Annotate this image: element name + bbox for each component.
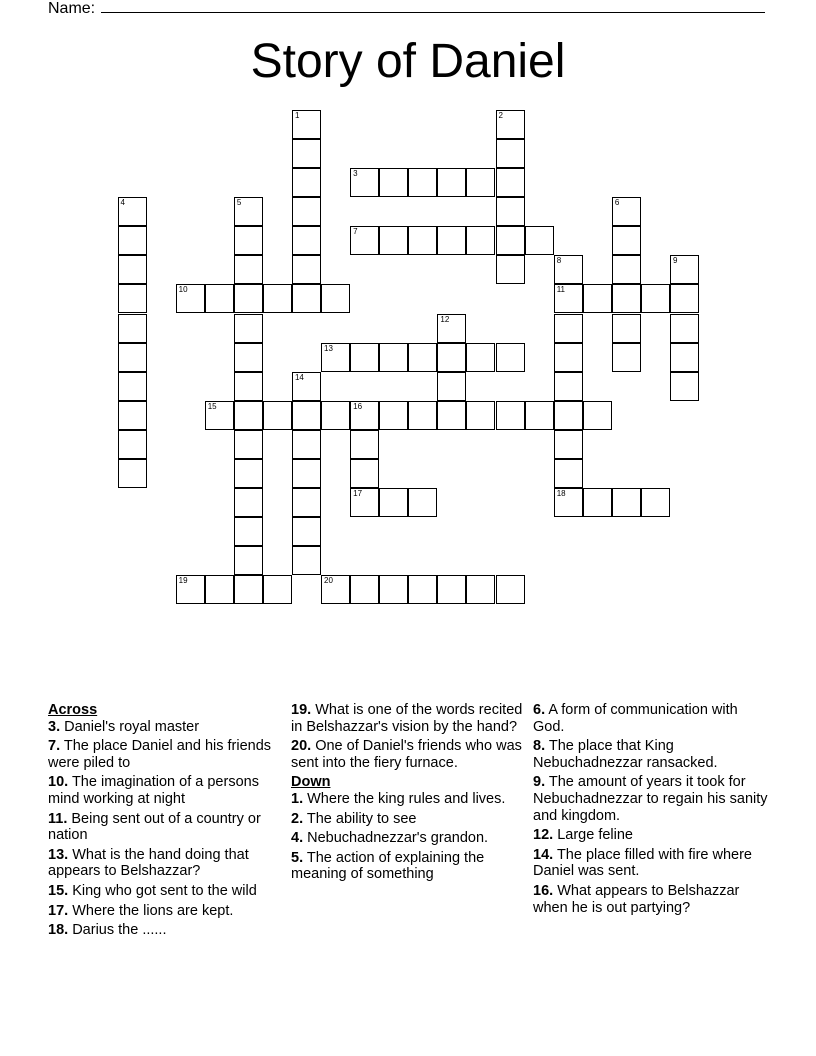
clue-text: Being sent out of a country or nation [48, 810, 261, 844]
grid-cell[interactable] [612, 284, 641, 313]
clue-column-left [48, 702, 280, 942]
cell-number: 4 [120, 198, 125, 208]
cell-number: 10 [178, 285, 188, 295]
grid-cell[interactable] [525, 401, 554, 430]
grid-cell[interactable] [292, 255, 321, 284]
clue-item [533, 827, 773, 844]
grid-cell[interactable] [350, 168, 379, 197]
grid-cell[interactable] [437, 372, 466, 401]
grid-cell[interactable] [466, 168, 495, 197]
grid-cell[interactable] [263, 284, 292, 313]
clue-number: 10. [48, 774, 69, 791]
grid-cell[interactable] [118, 284, 147, 313]
grid-cell[interactable] [408, 401, 437, 430]
grid-cell[interactable] [234, 372, 263, 401]
clue-number: 18. [48, 922, 69, 939]
clue-text: A form of communication with God. [533, 702, 738, 735]
cell-number: 7 [353, 227, 358, 237]
clue-item [48, 738, 280, 771]
clue-number: 12. [533, 827, 554, 844]
grid-cell[interactable] [554, 284, 583, 313]
grid-cell[interactable] [466, 575, 495, 604]
grid-cell[interactable] [496, 168, 525, 197]
clue-column-right [533, 702, 773, 919]
grid-cell[interactable] [234, 546, 263, 575]
puzzle-title: Story of Daniel [250, 35, 566, 88]
clue-number: 16. [533, 882, 554, 899]
clue-number: 3. [48, 718, 61, 735]
grid-cell[interactable] [408, 488, 437, 517]
grid-cell[interactable] [118, 401, 147, 430]
grid-cell[interactable] [437, 343, 466, 372]
grid-cell[interactable] [641, 284, 670, 313]
clue-item [533, 738, 773, 771]
grid-cell[interactable] [670, 343, 699, 372]
clue-number: 4. [291, 830, 304, 847]
grid-cell[interactable] [118, 343, 147, 372]
clue-text: Where the lions are kept. [72, 902, 234, 919]
clue-number: 11. [48, 810, 68, 827]
grid-cell[interactable] [554, 343, 583, 372]
clue-item [291, 738, 523, 771]
clue-item [291, 811, 523, 828]
clue-item [533, 774, 773, 824]
grid-cell[interactable] [496, 575, 525, 604]
grid-cell[interactable] [554, 401, 583, 430]
cell-number: 9 [673, 256, 678, 266]
clue-item [48, 922, 280, 939]
clue-item [48, 811, 280, 844]
grid-cell[interactable] [350, 401, 379, 430]
clue-text: What is one of the words recited in Belshazzar's vision by the hand? [291, 702, 523, 735]
grid-cell[interactable] [496, 343, 525, 372]
grid-cell[interactable] [292, 459, 321, 488]
cell-number: 15 [207, 401, 217, 411]
clue-number: 17. [48, 902, 69, 919]
grid-cell[interactable] [321, 284, 350, 313]
cell-number: 16 [353, 401, 363, 411]
grid-cell[interactable] [437, 575, 466, 604]
grid-cell[interactable] [612, 226, 641, 255]
clue-number: 6. [533, 702, 546, 718]
grid-cell[interactable] [234, 284, 263, 313]
grid-cell[interactable] [350, 430, 379, 459]
grid-cell[interactable] [118, 459, 147, 488]
grid-cell[interactable] [670, 284, 699, 313]
clue-item [533, 702, 773, 735]
grid-cell[interactable] [350, 488, 379, 517]
clue-item [48, 847, 280, 880]
clue-text: Where the king rules and lives. [307, 790, 506, 807]
cell-number: 12 [440, 314, 450, 324]
clue-text: The place filled with fire where Daniel was sent. [533, 846, 752, 880]
name-label: Name: [48, 0, 96, 17]
grid-cell[interactable] [612, 343, 641, 372]
clue-item [48, 719, 280, 736]
grid-cell[interactable] [554, 255, 583, 284]
grid-cell[interactable] [670, 255, 699, 284]
grid-cell[interactable] [554, 372, 583, 401]
cell-number: 3 [353, 169, 358, 179]
grid-cell[interactable] [292, 226, 321, 255]
grid-cell[interactable] [496, 197, 525, 226]
cell-number: 8 [556, 256, 562, 266]
clue-text: Nebuchadnezzar's grandon. [307, 830, 489, 847]
grid-cell[interactable] [263, 575, 292, 604]
grid-cell[interactable] [292, 197, 321, 226]
clue-text: What appears to Belshazzar when he is out partying? [533, 882, 740, 916]
cell-number: 14 [294, 372, 304, 382]
grid-cell[interactable] [612, 314, 641, 343]
grid-cell[interactable] [118, 255, 147, 284]
grid-cell[interactable] [554, 314, 583, 343]
clue-text: Large feline [557, 827, 633, 844]
clue-text: The amount of years it took for Nebuchadnezzar to regain his sanity and kingdom. [533, 774, 768, 824]
clue-text: The action of explaining the meaning of something [291, 849, 485, 883]
grid-cell[interactable] [379, 343, 408, 372]
grid-cell[interactable] [496, 110, 525, 139]
grid-cell[interactable] [379, 401, 408, 430]
grid-cell[interactable] [234, 314, 263, 343]
clue-text: The imagination of a persons mind working at night [48, 774, 259, 807]
clue-number: 2. [291, 810, 304, 827]
grid-cell[interactable] [466, 401, 495, 430]
grid-cell[interactable] [234, 575, 263, 604]
grid-cell[interactable] [321, 343, 350, 372]
grid-cell[interactable] [583, 488, 612, 517]
grid-cell[interactable] [379, 226, 408, 255]
cell-number: 19 [178, 576, 188, 586]
grid-cell[interactable] [408, 168, 437, 197]
cell-number: 2 [498, 111, 503, 120]
clue-number: 13. [48, 846, 69, 863]
clue-text: Daniel's royal master [64, 718, 200, 735]
clue-column-middle [291, 702, 523, 886]
clue-item [291, 830, 523, 847]
grid-cell[interactable] [234, 255, 263, 284]
grid-cell[interactable] [583, 401, 612, 430]
grid-cell[interactable] [670, 314, 699, 343]
clue-number: 1. [291, 790, 304, 807]
grid-cell[interactable] [350, 226, 379, 255]
grid-cell[interactable] [234, 430, 263, 459]
grid-cell[interactable] [321, 401, 350, 430]
clue-number: 5. [291, 849, 304, 866]
clue-text: Darius the ...... [72, 922, 167, 939]
grid-cell[interactable] [205, 284, 234, 313]
grid-cell[interactable] [437, 226, 466, 255]
grid-cell[interactable] [176, 575, 205, 604]
clue-number: 19. [291, 702, 312, 718]
grid-cell[interactable] [670, 372, 699, 401]
grid-cell[interactable] [350, 343, 379, 372]
grid-cell[interactable] [292, 372, 321, 401]
grid-cell[interactable] [118, 197, 147, 226]
grid-cell[interactable] [350, 575, 379, 604]
grid-cell[interactable] [525, 226, 554, 255]
grid-cell[interactable] [118, 314, 147, 343]
grid-cell[interactable] [496, 226, 525, 255]
grid-cell[interactable] [234, 343, 263, 372]
cell-number: 13 [324, 343, 333, 353]
grid-cell[interactable] [176, 284, 205, 313]
grid-cell[interactable] [612, 488, 641, 517]
grid-cell[interactable] [205, 401, 234, 430]
clue-item [48, 883, 280, 900]
clue-text: King who got sent to the wild [72, 882, 257, 899]
clue-text: One of Daniel's friends who was sent into the fiery furnace. [291, 738, 522, 771]
cell-number: 20 [324, 576, 333, 586]
grid-cell[interactable] [292, 517, 321, 546]
clue-item [533, 847, 773, 880]
grid-cell[interactable] [554, 430, 583, 459]
grid-cell[interactable] [408, 226, 437, 255]
grid-cell[interactable] [234, 517, 263, 546]
grid-cell[interactable] [554, 459, 583, 488]
grid-cell[interactable] [408, 343, 437, 372]
clue-number: 20. [291, 738, 312, 755]
grid-cell[interactable] [321, 575, 350, 604]
grid-cell[interactable] [379, 488, 408, 517]
grid-cell[interactable] [118, 430, 147, 459]
grid-cell[interactable] [466, 343, 495, 372]
grid-cell[interactable] [234, 488, 263, 517]
grid-cell[interactable] [292, 546, 321, 575]
grid-cell[interactable] [292, 401, 321, 430]
grid-cell[interactable] [554, 488, 583, 517]
clue-number: 7. [48, 738, 61, 755]
grid-cell[interactable] [496, 255, 525, 284]
clue-item [291, 702, 523, 735]
clue-number: 8. [533, 738, 546, 755]
grid-cell[interactable] [234, 197, 263, 226]
grid-cell[interactable] [292, 488, 321, 517]
grid-cell[interactable] [292, 110, 321, 139]
grid-cell[interactable] [641, 488, 670, 517]
grid-cell[interactable] [408, 575, 437, 604]
grid-cell[interactable] [437, 314, 466, 343]
clue-item [291, 850, 523, 883]
grid-cell[interactable] [263, 401, 292, 430]
grid-cell[interactable] [612, 255, 641, 284]
clue-number: 15. [48, 882, 69, 899]
grid-cell[interactable] [466, 226, 495, 255]
clue-text: The place Daniel and his friends were piled to [48, 738, 272, 771]
grid-cell[interactable] [350, 459, 379, 488]
grid-cell[interactable] [437, 401, 466, 430]
clue-text: The ability to see [306, 810, 417, 827]
grid-cell[interactable] [234, 226, 263, 255]
grid-cell[interactable] [292, 139, 321, 168]
grid-cell[interactable] [612, 197, 641, 226]
grid-cell[interactable] [234, 459, 263, 488]
clue-item [48, 774, 280, 807]
clue-text: What is the hand doing that appears to Belshazzar? [48, 846, 249, 880]
clue-text: The place that King Nebuchadnezzar ransacked. [533, 738, 718, 771]
clue-number: 14. [533, 846, 554, 863]
section-heading: Across [48, 702, 98, 718]
grid-cell[interactable] [496, 401, 525, 430]
clue-item [533, 883, 773, 916]
cell-number: 1 [294, 111, 300, 120]
grid-cell[interactable] [292, 168, 321, 197]
section-heading: Down [291, 774, 331, 791]
grid-cell[interactable] [379, 168, 408, 197]
grid-cell[interactable] [205, 575, 234, 604]
grid-cell[interactable] [583, 284, 612, 313]
clue-item [48, 903, 280, 920]
clue-item [291, 791, 523, 808]
grid-cell[interactable] [234, 401, 263, 430]
cell-number: 17 [353, 489, 363, 499]
cell-number: 5 [236, 198, 242, 208]
cell-number: 6 [614, 198, 620, 208]
grid-cell[interactable] [292, 284, 321, 313]
grid-cell[interactable] [118, 226, 147, 255]
clue-number: 9. [533, 774, 546, 791]
grid-cell[interactable] [437, 168, 466, 197]
cell-number: 11 [556, 285, 565, 295]
grid-cell[interactable] [292, 430, 321, 459]
cell-number: 18 [556, 489, 566, 499]
grid-cell[interactable] [496, 139, 525, 168]
grid-cell[interactable] [118, 372, 147, 401]
grid-cell[interactable] [379, 575, 408, 604]
